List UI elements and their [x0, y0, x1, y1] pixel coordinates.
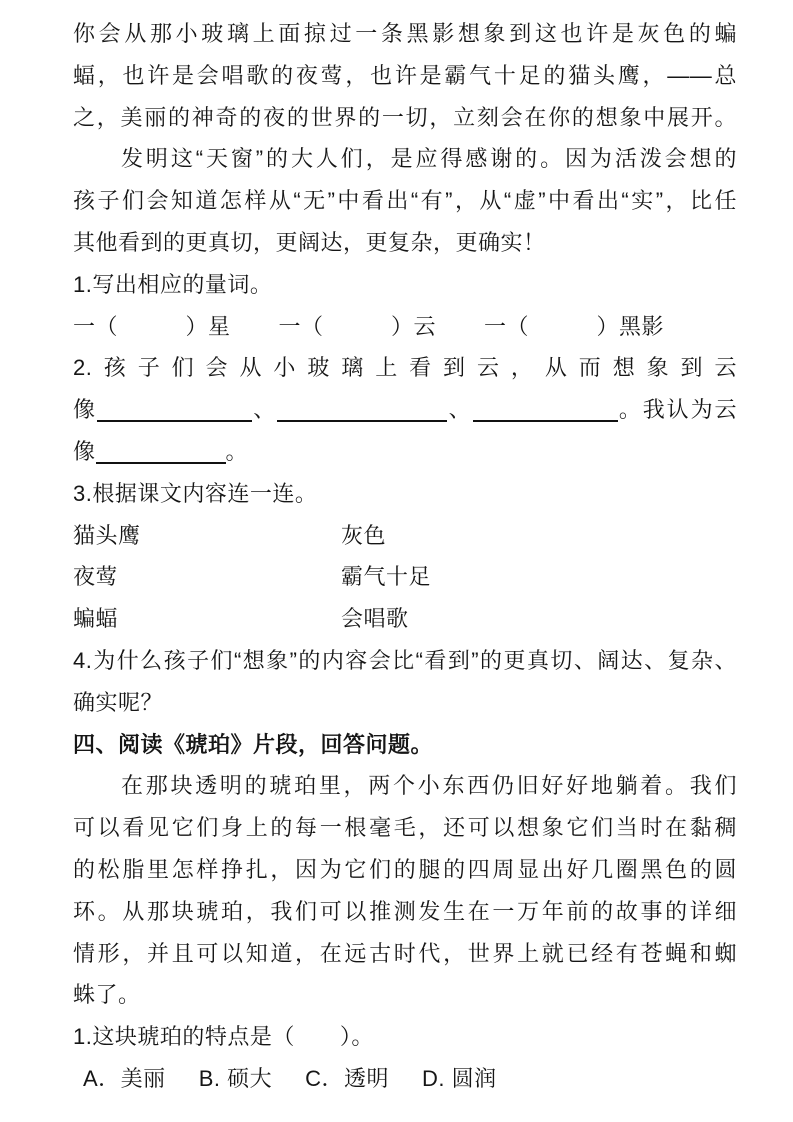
question-2-blank-line-1: [73, 389, 737, 431]
match-left: 夜莺: [73, 564, 119, 590]
option-d: D. 圆润: [421, 1065, 497, 1091]
question-1-label: 1.写出相应的量词。: [73, 271, 273, 297]
match-row: [73, 515, 737, 557]
amber-passage-line: 可以看见它们身上的每一根毫毛，还可以想象它们当时在黏稠: [73, 815, 737, 841]
q2-text: 像: [73, 438, 96, 464]
match-right: 灰色: [341, 522, 387, 548]
option-a: A．美丽: [83, 1065, 166, 1091]
option-c: C．透明: [305, 1065, 389, 1091]
q2-text: 。: [225, 438, 249, 464]
question-1-blanks-row: [73, 306, 737, 348]
option-b: B. 硕大: [198, 1065, 273, 1091]
amber-question-1-options: [73, 1058, 737, 1100]
match-row: [73, 598, 737, 640]
passage2-line: 孩子们会知道怎样从“无”中看出“有”，从“虚”中看出“实”，比任: [73, 188, 737, 214]
answer-blank: [97, 396, 252, 422]
match-right: 霸气十足: [341, 564, 432, 590]
amber-passage-line: 情形，并且可以知道，在远古时代，世界上就已经有苍蝇和蜘: [73, 940, 737, 966]
q2-text: 像: [73, 397, 97, 423]
question-3-label: 3.根据课文内容连一连。: [73, 480, 318, 506]
q2-text: 、: [447, 397, 473, 423]
amber-passage-line: 在那块透明的琥珀里，两个小东西仍旧好好地躺着。我们: [121, 773, 737, 799]
amber-passage-line: 环。从那块琥珀，我们可以推测发生在一万年前的故事的详细: [73, 898, 737, 924]
answer-blank: [277, 396, 447, 422]
q2-text: 、: [251, 397, 278, 423]
passage1-line: 之，美丽的神奇的夜的世界的一切，立刻会在你的想象中展开。: [73, 104, 737, 130]
match-row: [73, 556, 737, 598]
measure-word-item: 一（ ）黑影: [484, 313, 665, 339]
section-4-heading: 四、阅读《琥珀》片段，回答问题。: [73, 731, 434, 757]
q2-text: 。我认为云: [617, 397, 737, 423]
question-2-blank-line-2: [73, 431, 737, 473]
amber-passage-line: 的松脂里怎样挣扎，因为它们的腿的四周显出好几圈黑色的圆: [73, 856, 737, 882]
amber-question-1-label: 1.这块琥珀的特点是（ ）。: [73, 1024, 374, 1050]
match-left: 猫头鹰: [73, 522, 141, 548]
match-left: 蝙蝠: [73, 606, 119, 632]
measure-word-item: 一（ ）云: [278, 313, 437, 339]
passage1-line: 你会从那小玻璃上面掠过一条黑影想象到这也许是灰色的蝙: [73, 21, 737, 46]
passage2-line: 其他看到的更真切，更阔达，更复杂，更确实！: [73, 229, 546, 255]
match-right: 会唱歌: [341, 606, 409, 632]
question-4-line: 4.为什么孩子们“想象”的内容会比“看到”的更真切、阔达、复杂、: [73, 647, 737, 673]
passage1-line: 蝠，也许是会唱歌的夜莺，也许是霸气十足的猫头鹰，——总: [73, 62, 737, 88]
amber-passage-line: 蛛了。: [73, 982, 141, 1008]
answer-blank: [473, 396, 618, 422]
question-2-label: 2.孩子们会从小玻璃上看到云，从而想象到云: [73, 355, 737, 381]
measure-word-item: 一（ ）星: [73, 313, 231, 339]
question-4-line: 确实呢？: [73, 689, 164, 715]
passage2-line: 发明这“天窗”的大人们，是应得感谢的。因为活泼会想的: [121, 146, 737, 172]
answer-blank: [96, 438, 226, 464]
